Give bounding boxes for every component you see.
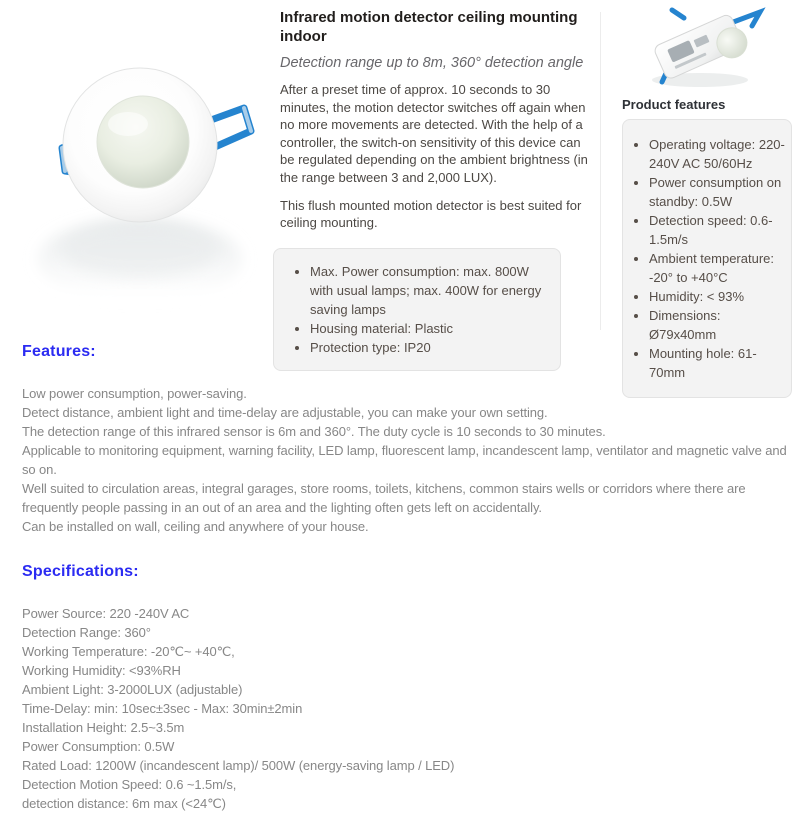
features-text-line: Detect distance, ambient light and time-delay are adjustable, you can make your own setting. [22, 405, 548, 420]
list-item: • Mounting hole: 61-70mm [649, 344, 785, 382]
product-features-heading: Product features [622, 97, 726, 112]
spec-line: Installation Height: 2.5~3.5m [22, 720, 185, 735]
spec-line: Power Consumption: 0.5W [22, 739, 175, 754]
spec-line: Time-Delay: min: 10sec±3sec - Max: 30min±2min [22, 701, 303, 716]
list-item: • Max. Power consumption: max. 800W with usual lamps; max. 400W for energy saving lamps [310, 262, 548, 319]
list-item: • Detection speed: 0.6-1.5m/s [649, 211, 785, 249]
features-heading: Features: [22, 343, 96, 360]
list-item: • Dimensions: Ø79x40mm [649, 306, 785, 344]
product-title: Infrared motion detector ceiling mounting indoor [280, 9, 578, 45]
description-paragraph: This flush mounted motion detector is best suited for ceiling mounting. [280, 197, 582, 231]
spec-line: Working Temperature: -20℃~ +40℃, [22, 644, 235, 659]
list-item: • Ambient temperature: -20° to +40°C [649, 249, 785, 287]
list-item: • Protection type: IP20 [310, 338, 548, 357]
product-features-column [622, 0, 792, 398]
features-text-line: Applicable to monitoring equipment, warning facility, LED lamp, fluorescent lamp, incandescent lamp, ventilator and magnetic valve and so on. [22, 443, 787, 477]
thumbnail-product-image [628, 0, 786, 90]
features-text-line: Well suited to circulation areas, integral garages, store rooms, toilets, kitchens, common stairs wells or corridors where there are frequently people passing in an out of an area and the lighting often gets left on accidentally. [22, 481, 746, 515]
product-features-box [622, 119, 792, 398]
list-item: • Humidity: < 93% [649, 287, 785, 306]
spec-line: Ambient Light: 3-2000LUX (adjustable) [22, 682, 243, 697]
product-description-column [280, 8, 598, 371]
column-divider [600, 12, 601, 330]
spec-line: Rated Load: 1200W (incandescent lamp)/ 500W (energy-saving lamp / LED) [22, 758, 455, 773]
thumb-clip-top-left [672, 10, 684, 18]
spec-line: Detection Range: 360° [22, 625, 151, 640]
specifications-heading: Specifications: [22, 563, 139, 580]
highlight-bullet-list [284, 262, 548, 357]
spec-line: Power Source: 220 -240V AC [22, 606, 190, 621]
main-product-image [14, 4, 262, 316]
features-text [22, 384, 798, 536]
highlight-bullets-box [273, 248, 561, 371]
product-overview-section [0, 0, 800, 380]
product-reflection [38, 218, 242, 302]
list-item: • Housing material: Plastic [310, 319, 548, 338]
description-paragraph: After a preset time of approx. 10 seconds to 30 minutes, the motion detector switches off again when no more movements are detected. With the help of a controller, the switch-on sensitivity of this device can be regulated depending on the ambient brightness (in the range between 3 and 2,000 LUX). [280, 82, 588, 185]
spec-line: Working Humidity: <93%RH [22, 663, 181, 678]
specifications-section [0, 563, 800, 813]
product-features-list [623, 135, 785, 382]
list-item: • Operating voltage: 220-240V AC 50/60Hz [649, 135, 785, 173]
spec-line: Detection Motion Speed: 0.6 ~1.5m/s, [22, 777, 237, 792]
spec-line: detection distance: 6m max (<24℃) [22, 796, 226, 811]
product-subtitle: Detection range up to 8m, 360° detection angle [280, 55, 584, 71]
features-text-line: Low power consumption, power-saving. [22, 386, 247, 401]
list-item: • Power consumption on standby: 0.5W [649, 173, 785, 211]
features-text-line: The detection range of this infrared sensor is 6m and 360°. The duty cycle is 10 seconds to 30 minutes. [22, 424, 606, 439]
specifications-text [22, 604, 798, 813]
features-text-line: Can be installed on wall, ceiling and anywhere of your house. [22, 519, 369, 534]
